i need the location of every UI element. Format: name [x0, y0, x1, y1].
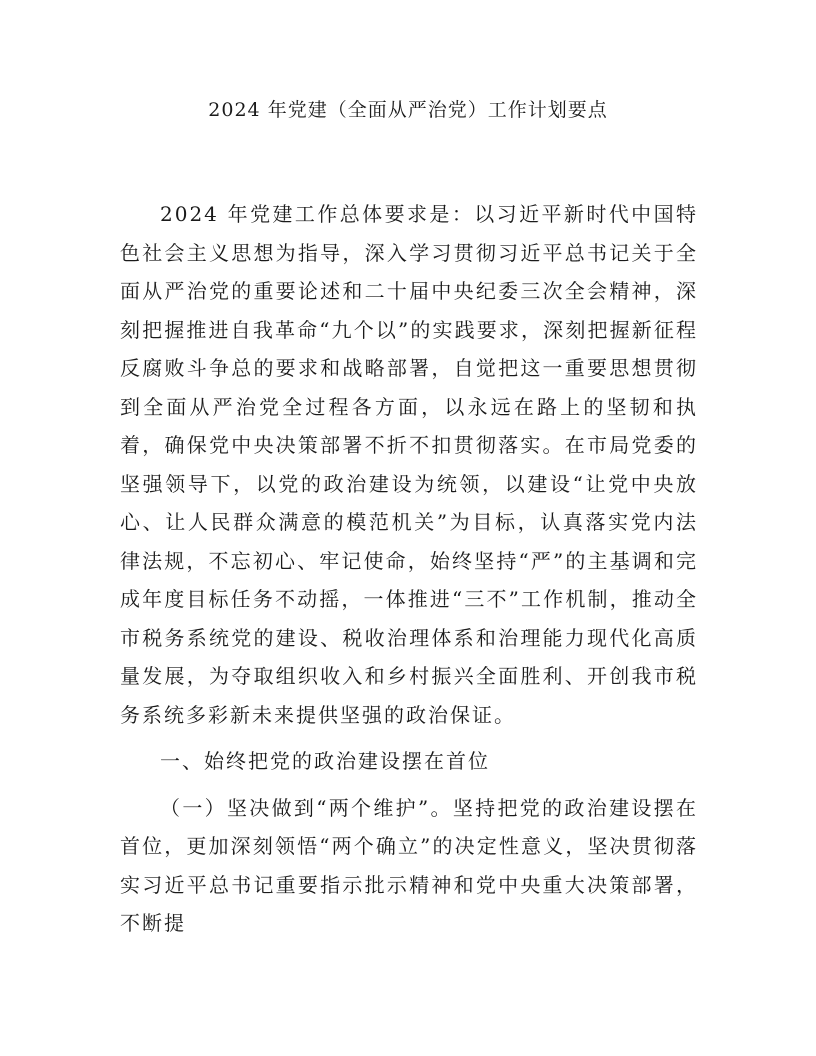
document-body: [120, 195, 698, 951]
section-1-item-1-paragraph: （一）坚决做到“两个维护”。坚持把党的政治建设摆在首位，更加深刻领悟“两个确立”的决定性意义，坚决贯彻落实习近平总书记重要指示批示精神和党中央重大决策部署，不断提: [120, 795, 698, 935]
document-title: 2024 年党建（全面从严治党）工作计划要点: [208, 99, 608, 121]
intro-paragraph: 2024 年党建工作总体要求是：以习近平新时代中国特色社会主义思想为指导，深入学习贯彻习近平总书记关于全面从严治党的重要论述和二十届中央纪委三次全会精神，深刻把握推进自我革命“九个以”的实践要求，深刻把握新征程反腐败斗争总的要求和战略部署，自觉把这一重要思想贯彻到全面从严治党全过程各方面，以永远在路上的坚韧和执着，确保党中央决策部署不折不扣贯彻落实。在市局党委的坚强领导下，以党的政治建设为统领，以建设“让党中央放心、让人民群众满意的模范机关”为目标，认真落实党内法律法规，不忘初心、牢记使命，始终坚持“严”的主基调和完成年度目标任务不动摇，一体推进“三不”工作机制，推动全市税务系统党的建设、税收治理体系和治理能力现代化高质量发展，为夺取组织收入和乡村振兴全面胜利、开创我市税务系统多彩新未来提供坚强的政治保证。: [120, 202, 698, 727]
section-1-heading: 一、始终把党的政治建设摆在首位: [160, 749, 490, 773]
